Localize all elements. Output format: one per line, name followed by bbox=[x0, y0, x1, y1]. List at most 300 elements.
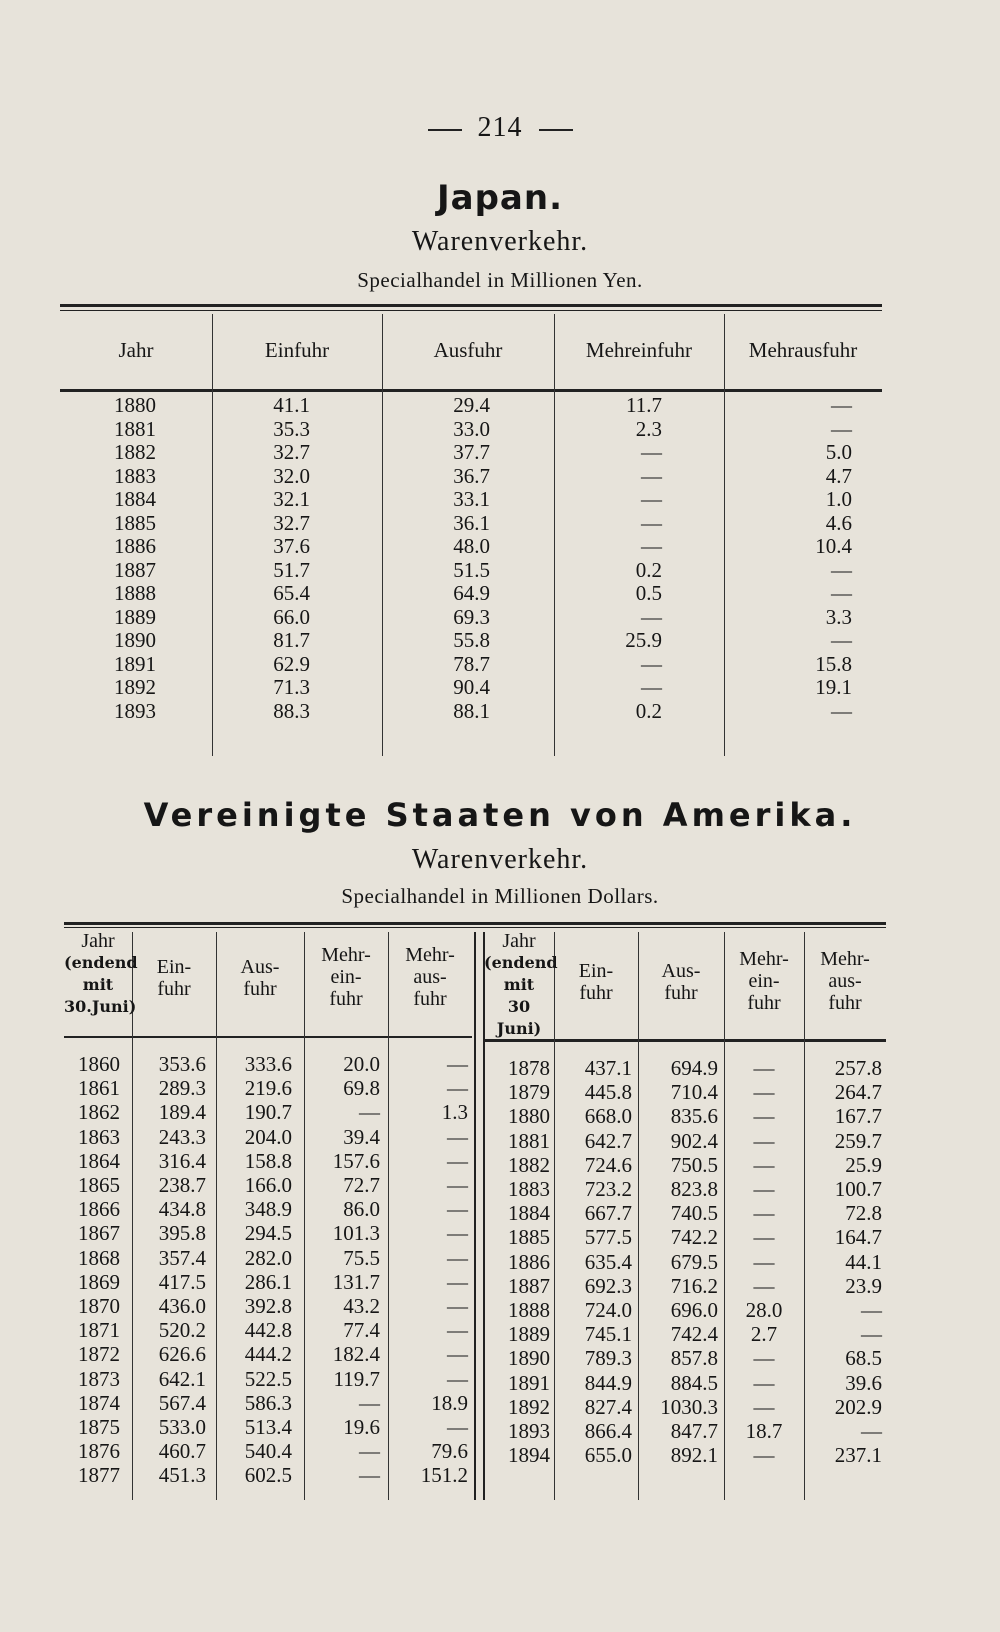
table-row bbox=[64, 1153, 886, 1177]
cell-mehreinfuhr: — bbox=[753, 1080, 775, 1105]
cell-mehrausfuhr: — bbox=[831, 581, 852, 605]
cell-einfuhr: 567.4 bbox=[158, 1390, 206, 1415]
cell-mehrausfuhr: 72.8 bbox=[845, 1201, 882, 1226]
header-text: Jahr bbox=[81, 930, 115, 952]
table-row bbox=[64, 1201, 886, 1225]
cell-mehreinfuhr: 0.2 bbox=[635, 698, 662, 723]
cell-einfuhr: 827.4 bbox=[584, 1394, 632, 1419]
cell-mehrausfuhr: 100.7 bbox=[834, 1177, 882, 1201]
cell-ausfuhr: 48.0 bbox=[453, 534, 490, 558]
cell-ausfuhr: 286.1 bbox=[244, 1269, 292, 1294]
header-text: 30 Juni) bbox=[496, 997, 542, 1038]
cell-mehrausfuhr: 5.0 bbox=[825, 440, 852, 464]
cell-mehrausfuhr: 4.6 bbox=[825, 510, 852, 535]
table-row bbox=[64, 1298, 886, 1322]
cell-mehrausfuhr: — bbox=[447, 1221, 468, 1246]
header-jahr: Jahr bbox=[118, 338, 154, 362]
cell-jahr: 1884 bbox=[114, 487, 156, 511]
header-text: mit bbox=[503, 975, 535, 994]
cell-mehreinfuhr: — bbox=[359, 1100, 380, 1125]
cell-ausfuhr: 1030.3 bbox=[660, 1394, 718, 1419]
japan-subtitle: Warenverkehr. bbox=[411, 226, 589, 257]
cell-jahr: 1874 bbox=[78, 1390, 120, 1415]
cell-mehreinfuhr: — bbox=[641, 440, 662, 464]
cell-mehrausfuhr: 10.4 bbox=[815, 534, 852, 558]
cell-ausfuhr: 69.3 bbox=[453, 604, 490, 629]
cell-einfuhr: 65.4 bbox=[273, 581, 310, 605]
cell-mehreinfuhr: — bbox=[641, 487, 662, 511]
rule bbox=[64, 1036, 472, 1038]
cell-einfuhr: 51.7 bbox=[273, 557, 310, 582]
cell-einfuhr: 866.4 bbox=[584, 1419, 632, 1443]
cell-jahr: 1862 bbox=[78, 1100, 120, 1125]
cell-ausfuhr: 78.7 bbox=[453, 651, 490, 676]
cell-mehreinfuhr: 43.2 bbox=[343, 1294, 380, 1318]
cell-ausfuhr: 586.3 bbox=[244, 1390, 292, 1415]
header-mehreinfuhr: Mehreinfuhr bbox=[585, 338, 693, 362]
cell-jahr: 1877 bbox=[78, 1463, 120, 1488]
header-einfuhr: Einfuhr bbox=[264, 338, 330, 362]
cell-jahr: 1887 bbox=[114, 557, 156, 582]
cell-jahr: 1868 bbox=[78, 1245, 120, 1270]
cell-mehrausfuhr: 25.9 bbox=[845, 1152, 882, 1177]
cell-ausfuhr: 55.8 bbox=[453, 628, 490, 652]
cell-mehreinfuhr: 69.8 bbox=[343, 1076, 380, 1101]
table-row bbox=[64, 1346, 886, 1370]
cell-jahr: 1892 bbox=[508, 1394, 550, 1419]
cell-mehreinfuhr: — bbox=[359, 1439, 380, 1464]
cell-mehrausfuhr: 202.9 bbox=[834, 1394, 882, 1419]
header-text: Ein- bbox=[156, 956, 192, 978]
cell-einfuhr: 434.8 bbox=[158, 1197, 206, 1222]
table-row bbox=[60, 440, 882, 464]
cell-jahr: 1884 bbox=[508, 1201, 550, 1226]
table-row bbox=[64, 1371, 886, 1395]
cell-mehreinfuhr: — bbox=[359, 1463, 380, 1488]
cell-mehreinfuhr: — bbox=[753, 1056, 775, 1080]
header-text: Aus- bbox=[661, 960, 701, 982]
table-row bbox=[60, 464, 882, 488]
cell-ausfuhr: 51.5 bbox=[453, 557, 490, 582]
cell-einfuhr: 62.9 bbox=[273, 651, 310, 676]
japan-note: Specialhandel in Millionen Yen. bbox=[357, 268, 643, 292]
cell-einfuhr: 723.2 bbox=[584, 1177, 632, 1201]
table-row bbox=[64, 1274, 886, 1298]
cell-mehreinfuhr: 77.4 bbox=[343, 1318, 380, 1343]
cell-jahr: 1860 bbox=[78, 1052, 120, 1076]
cell-mehrausfuhr: — bbox=[447, 1052, 468, 1076]
cell-jahr: 1888 bbox=[508, 1298, 550, 1322]
cell-ausfuhr: 716.2 bbox=[670, 1273, 718, 1298]
cell-einfuhr: 451.3 bbox=[158, 1463, 206, 1488]
cell-mehrausfuhr: — bbox=[831, 416, 852, 441]
cell-jahr: 1892 bbox=[114, 675, 156, 699]
cell-ausfuhr: 442.8 bbox=[244, 1318, 292, 1343]
table-row bbox=[64, 1322, 886, 1346]
cell-ausfuhr: 679.5 bbox=[670, 1249, 718, 1274]
cell-mehreinfuhr: — bbox=[753, 1152, 775, 1177]
cell-mehrausfuhr: — bbox=[831, 698, 852, 723]
header-jahr-left bbox=[64, 930, 138, 1018]
cell-einfuhr: 724.6 bbox=[584, 1152, 632, 1177]
cell-jahr: 1869 bbox=[78, 1269, 120, 1294]
header-text: Mehr- bbox=[405, 944, 455, 966]
table-row bbox=[60, 558, 882, 582]
cell-mehrausfuhr: — bbox=[447, 1415, 468, 1439]
header-text: fuhr bbox=[157, 978, 191, 1000]
cell-jahr: 1894 bbox=[508, 1443, 550, 1468]
cell-jahr: 1872 bbox=[78, 1342, 120, 1367]
table-row bbox=[60, 417, 882, 441]
cell-einfuhr: 745.1 bbox=[584, 1322, 632, 1347]
cell-mehrausfuhr: 79.6 bbox=[431, 1439, 468, 1464]
cell-einfuhr: 626.6 bbox=[158, 1342, 206, 1367]
cell-mehreinfuhr: 182.4 bbox=[332, 1342, 380, 1367]
cell-mehreinfuhr: — bbox=[753, 1394, 775, 1419]
header-text: (endend bbox=[64, 953, 138, 972]
cell-jahr: 1886 bbox=[114, 534, 156, 558]
cell-ausfuhr: 835.6 bbox=[670, 1104, 718, 1129]
cell-einfuhr: 577.5 bbox=[584, 1225, 632, 1250]
dash-left bbox=[428, 129, 462, 131]
cell-mehrausfuhr: — bbox=[447, 1342, 468, 1367]
cell-ausfuhr: 90.4 bbox=[453, 675, 490, 699]
cell-mehrausfuhr: — bbox=[447, 1076, 468, 1101]
cell-ausfuhr: 29.4 bbox=[453, 393, 490, 417]
cell-einfuhr: 533.0 bbox=[158, 1415, 206, 1439]
cell-mehreinfuhr: — bbox=[359, 1390, 380, 1415]
cell-mehrausfuhr: — bbox=[447, 1124, 468, 1149]
cell-ausfuhr: 602.5 bbox=[244, 1463, 292, 1488]
cell-mehreinfuhr: 19.6 bbox=[343, 1415, 380, 1439]
usa-note: Specialhandel in Millionen Dollars. bbox=[341, 884, 659, 908]
cell-jahr: 1880 bbox=[508, 1104, 550, 1129]
table-row bbox=[64, 1443, 886, 1467]
cell-ausfuhr: 64.9 bbox=[453, 581, 490, 605]
header-text: Mehr- bbox=[739, 948, 789, 970]
header-text: (endend bbox=[484, 953, 558, 972]
header-text: fuhr bbox=[828, 992, 862, 1014]
header-text: Jahr bbox=[502, 930, 536, 952]
cell-mehrausfuhr: 1.3 bbox=[441, 1100, 468, 1125]
cell-ausfuhr: 884.5 bbox=[670, 1370, 718, 1395]
cell-mehreinfuhr: 20.0 bbox=[343, 1052, 380, 1076]
cell-ausfuhr: 333.6 bbox=[244, 1052, 292, 1076]
header-text: Ein- bbox=[578, 960, 614, 982]
rule bbox=[60, 389, 882, 392]
cell-jahr: 1861 bbox=[78, 1076, 120, 1101]
table-row bbox=[64, 1104, 886, 1128]
cell-einfuhr: 238.7 bbox=[158, 1173, 206, 1197]
cell-mehreinfuhr: — bbox=[641, 463, 662, 488]
cell-einfuhr: 436.0 bbox=[158, 1294, 206, 1318]
cell-mehrausfuhr: 264.7 bbox=[834, 1080, 882, 1105]
cell-mehrausfuhr: 44.1 bbox=[845, 1249, 882, 1274]
cell-jahr: 1879 bbox=[508, 1080, 550, 1105]
cell-jahr: 1867 bbox=[78, 1221, 120, 1246]
cell-jahr: 1888 bbox=[114, 581, 156, 605]
table-row bbox=[60, 628, 882, 652]
cell-mehrausfuhr: 164.7 bbox=[834, 1225, 882, 1250]
header-jahr-right bbox=[484, 930, 558, 1040]
cell-jahr: 1882 bbox=[508, 1152, 550, 1177]
cell-mehrausfuhr: — bbox=[831, 557, 852, 582]
cell-mehrausfuhr: — bbox=[447, 1318, 468, 1343]
cell-mehrausfuhr: 151.2 bbox=[420, 1463, 468, 1488]
cell-mehrausfuhr: — bbox=[447, 1294, 468, 1318]
header-mehreinfuhr-right bbox=[724, 948, 804, 1014]
cell-ausfuhr: 513.4 bbox=[244, 1415, 292, 1439]
cell-mehreinfuhr: 101.3 bbox=[332, 1221, 380, 1246]
cell-jahr: 1881 bbox=[508, 1128, 550, 1153]
cell-jahr: 1885 bbox=[114, 510, 156, 535]
cell-mehreinfuhr: 25.9 bbox=[625, 628, 662, 652]
cell-mehrausfuhr: — bbox=[861, 1419, 882, 1443]
cell-mehreinfuhr: — bbox=[641, 675, 662, 699]
cell-einfuhr: 844.9 bbox=[584, 1370, 632, 1395]
cell-einfuhr: 635.4 bbox=[584, 1249, 632, 1274]
table-row bbox=[64, 1395, 886, 1419]
cell-ausfuhr: 823.8 bbox=[670, 1177, 718, 1201]
cell-mehrausfuhr: 259.7 bbox=[834, 1128, 882, 1153]
cell-einfuhr: 353.6 bbox=[158, 1052, 206, 1076]
cell-mehrausfuhr: 257.8 bbox=[834, 1056, 882, 1080]
cell-jahr: 1881 bbox=[114, 416, 156, 441]
cell-jahr: 1889 bbox=[508, 1322, 550, 1347]
table-row bbox=[64, 1250, 886, 1274]
cell-ausfuhr: 190.7 bbox=[244, 1100, 292, 1125]
cell-ausfuhr: 88.1 bbox=[453, 698, 490, 723]
header-ausfuhr-left bbox=[216, 956, 304, 1000]
header-ausfuhr-right bbox=[638, 960, 724, 1004]
cell-jahr: 1885 bbox=[508, 1225, 550, 1250]
cell-einfuhr: 35.3 bbox=[273, 416, 310, 441]
cell-mehrausfuhr: — bbox=[447, 1148, 468, 1173]
cell-einfuhr: 668.0 bbox=[584, 1104, 632, 1129]
header-text: fuhr bbox=[664, 982, 698, 1004]
cell-mehrausfuhr: 4.7 bbox=[825, 463, 852, 488]
cell-mehreinfuhr: — bbox=[641, 651, 662, 676]
table-row bbox=[64, 1080, 886, 1104]
header-text: fuhr bbox=[747, 992, 781, 1014]
cell-ausfuhr: 892.1 bbox=[670, 1443, 718, 1468]
table-row bbox=[64, 1056, 886, 1080]
cell-einfuhr: 655.0 bbox=[584, 1443, 632, 1468]
cell-einfuhr: 789.3 bbox=[584, 1346, 632, 1371]
cell-ausfuhr: 696.0 bbox=[670, 1298, 718, 1322]
cell-einfuhr: 520.2 bbox=[158, 1318, 206, 1343]
cell-mehreinfuhr: — bbox=[753, 1273, 775, 1298]
header-text: fuhr bbox=[329, 988, 363, 1010]
header-mehrausfuhr-right bbox=[804, 948, 886, 1014]
cell-jahr: 1883 bbox=[508, 1177, 550, 1201]
header-text: fuhr bbox=[413, 988, 447, 1010]
cell-einfuhr: 32.7 bbox=[273, 510, 310, 535]
cell-mehreinfuhr: 75.5 bbox=[343, 1245, 380, 1270]
cell-mehreinfuhr: — bbox=[753, 1104, 775, 1129]
cell-jahr: 1883 bbox=[114, 463, 156, 488]
table-row bbox=[60, 581, 882, 605]
page-number-line bbox=[0, 112, 1000, 144]
table-row bbox=[60, 487, 882, 511]
cell-ausfuhr: 444.2 bbox=[244, 1342, 292, 1367]
cell-einfuhr: 32.7 bbox=[273, 440, 310, 464]
cell-mehrausfuhr: — bbox=[447, 1366, 468, 1391]
cell-ausfuhr: 33.1 bbox=[453, 487, 490, 511]
cell-mehrausfuhr: 18.9 bbox=[431, 1390, 468, 1415]
cell-jahr: 1865 bbox=[78, 1173, 120, 1197]
cell-mehreinfuhr: 11.7 bbox=[626, 393, 662, 417]
cell-einfuhr: 88.3 bbox=[273, 698, 310, 723]
header-mehrausfuhr-left bbox=[388, 944, 472, 1010]
table-row bbox=[60, 675, 882, 699]
cell-jahr: 1871 bbox=[78, 1318, 120, 1343]
cell-ausfuhr: 694.9 bbox=[670, 1056, 718, 1080]
cell-einfuhr: 289.3 bbox=[158, 1076, 206, 1101]
cell-mehreinfuhr: 39.4 bbox=[343, 1124, 380, 1149]
header-text: aus- bbox=[413, 966, 447, 988]
cell-mehreinfuhr: — bbox=[641, 534, 662, 558]
header-text: mit bbox=[82, 975, 114, 994]
cell-mehreinfuhr: 131.7 bbox=[332, 1269, 380, 1294]
cell-ausfuhr: 37.7 bbox=[453, 440, 490, 464]
cell-mehrausfuhr: — bbox=[861, 1322, 882, 1347]
cell-mehreinfuhr: 72.7 bbox=[343, 1173, 380, 1197]
table-row bbox=[60, 393, 882, 417]
cell-jahr: 1870 bbox=[78, 1294, 120, 1318]
cell-mehreinfuhr: 86.0 bbox=[343, 1197, 380, 1222]
cell-mehreinfuhr: 119.7 bbox=[333, 1366, 380, 1391]
cell-mehreinfuhr: 157.6 bbox=[332, 1148, 380, 1173]
cell-ausfuhr: 522.5 bbox=[244, 1366, 292, 1391]
table-row bbox=[60, 511, 882, 535]
cell-jahr: 1873 bbox=[78, 1366, 120, 1391]
rule bbox=[60, 310, 882, 311]
japan-table bbox=[60, 304, 882, 756]
header-einfuhr-left bbox=[132, 956, 216, 1000]
usa-table bbox=[64, 922, 886, 1500]
cell-jahr: 1880 bbox=[114, 393, 156, 417]
cell-mehrausfuhr: 39.6 bbox=[845, 1370, 882, 1395]
table-row bbox=[64, 1177, 886, 1201]
cell-mehrausfuhr: 68.5 bbox=[845, 1346, 882, 1371]
cell-jahr: 1863 bbox=[78, 1124, 120, 1149]
cell-einfuhr: 642.1 bbox=[158, 1366, 206, 1391]
cell-einfuhr: 41.1 bbox=[273, 393, 310, 417]
cell-jahr: 1890 bbox=[114, 628, 156, 652]
header-text: fuhr bbox=[579, 982, 613, 1004]
cell-mehrausfuhr: — bbox=[447, 1197, 468, 1222]
cell-einfuhr: 417.5 bbox=[158, 1269, 206, 1294]
cell-einfuhr: 460.7 bbox=[158, 1439, 206, 1464]
cell-mehreinfuhr: — bbox=[753, 1346, 775, 1371]
cell-mehreinfuhr: — bbox=[753, 1128, 775, 1153]
cell-mehreinfuhr: — bbox=[753, 1443, 775, 1468]
cell-einfuhr: 243.3 bbox=[158, 1124, 206, 1149]
cell-mehreinfuhr: — bbox=[753, 1249, 775, 1274]
cell-ausfuhr: 392.8 bbox=[244, 1294, 292, 1318]
rule bbox=[64, 927, 886, 928]
table-row bbox=[60, 652, 882, 676]
cell-ausfuhr: 166.0 bbox=[244, 1173, 292, 1197]
header-text: aus- bbox=[828, 970, 862, 992]
header-mehreinfuhr-left bbox=[304, 944, 388, 1010]
cell-einfuhr: 445.8 bbox=[584, 1080, 632, 1105]
cell-ausfuhr: 294.5 bbox=[244, 1221, 292, 1246]
cell-mehreinfuhr: 0.5 bbox=[635, 581, 662, 605]
cell-einfuhr: 724.0 bbox=[584, 1298, 632, 1322]
cell-ausfuhr: 33.0 bbox=[453, 416, 490, 441]
cell-mehreinfuhr: 18.7 bbox=[745, 1419, 783, 1443]
table-row bbox=[64, 1225, 886, 1249]
cell-mehrausfuhr: 1.0 bbox=[825, 487, 852, 511]
cell-mehrausfuhr: 167.7 bbox=[834, 1104, 882, 1129]
cell-jahr: 1866 bbox=[78, 1197, 120, 1222]
cell-jahr: 1891 bbox=[508, 1370, 550, 1395]
header-text: ein- bbox=[748, 970, 780, 992]
cell-mehreinfuhr: 28.0 bbox=[745, 1298, 783, 1322]
usa-title: Vereinigte Staaten von Amerika. bbox=[143, 796, 857, 834]
cell-mehrausfuhr: 3.3 bbox=[825, 604, 852, 629]
cell-mehrausfuhr: 15.8 bbox=[815, 651, 852, 676]
cell-einfuhr: 81.7 bbox=[273, 628, 310, 652]
cell-jahr: 1864 bbox=[78, 1148, 120, 1173]
header-text: Aus- bbox=[240, 956, 280, 978]
cell-mehrausfuhr: 23.9 bbox=[845, 1273, 882, 1298]
cell-einfuhr: 66.0 bbox=[273, 604, 310, 629]
cell-jahr: 1882 bbox=[114, 440, 156, 464]
cell-einfuhr: 37.6 bbox=[273, 534, 310, 558]
table-row bbox=[64, 1129, 886, 1153]
cell-mehreinfuhr: 2.7 bbox=[750, 1322, 778, 1347]
cell-jahr: 1893 bbox=[114, 698, 156, 723]
rule bbox=[64, 922, 886, 925]
cell-mehrausfuhr: — bbox=[447, 1173, 468, 1197]
cell-einfuhr: 437.1 bbox=[584, 1056, 632, 1080]
cell-ausfuhr: 710.4 bbox=[670, 1080, 718, 1105]
cell-ausfuhr: 857.8 bbox=[670, 1346, 718, 1371]
cell-mehreinfuhr: — bbox=[753, 1370, 775, 1395]
cell-einfuhr: 642.7 bbox=[584, 1128, 632, 1153]
cell-einfuhr: 32.0 bbox=[273, 463, 310, 488]
rule bbox=[60, 304, 882, 307]
cell-mehrausfuhr: — bbox=[861, 1298, 882, 1322]
cell-jahr: 1891 bbox=[114, 651, 156, 676]
cell-ausfuhr: 36.1 bbox=[453, 510, 490, 535]
cell-mehrausfuhr: 237.1 bbox=[834, 1443, 882, 1468]
header-mehrausfuhr: Mehrausfuhr bbox=[748, 338, 858, 362]
cell-einfuhr: 316.4 bbox=[158, 1148, 206, 1173]
cell-einfuhr: 71.3 bbox=[273, 675, 310, 699]
cell-ausfuhr: 740.5 bbox=[670, 1201, 718, 1226]
cell-einfuhr: 357.4 bbox=[158, 1245, 206, 1270]
dash-right bbox=[539, 129, 573, 131]
cell-mehreinfuhr: — bbox=[641, 510, 662, 535]
cell-mehrausfuhr: — bbox=[447, 1269, 468, 1294]
cell-ausfuhr: 282.0 bbox=[244, 1245, 292, 1270]
cell-ausfuhr: 742.2 bbox=[670, 1225, 718, 1250]
cell-jahr: 1876 bbox=[78, 1439, 120, 1464]
cell-jahr: 1889 bbox=[114, 604, 156, 629]
cell-ausfuhr: 742.4 bbox=[670, 1322, 718, 1347]
cell-einfuhr: 692.3 bbox=[584, 1273, 632, 1298]
cell-mehrausfuhr: — bbox=[831, 628, 852, 652]
cell-ausfuhr: 219.6 bbox=[244, 1076, 292, 1101]
cell-mehrausfuhr: 19.1 bbox=[815, 675, 852, 699]
japan-title: Japan. bbox=[437, 178, 563, 218]
table-row bbox=[60, 699, 882, 723]
cell-einfuhr: 395.8 bbox=[158, 1221, 206, 1246]
